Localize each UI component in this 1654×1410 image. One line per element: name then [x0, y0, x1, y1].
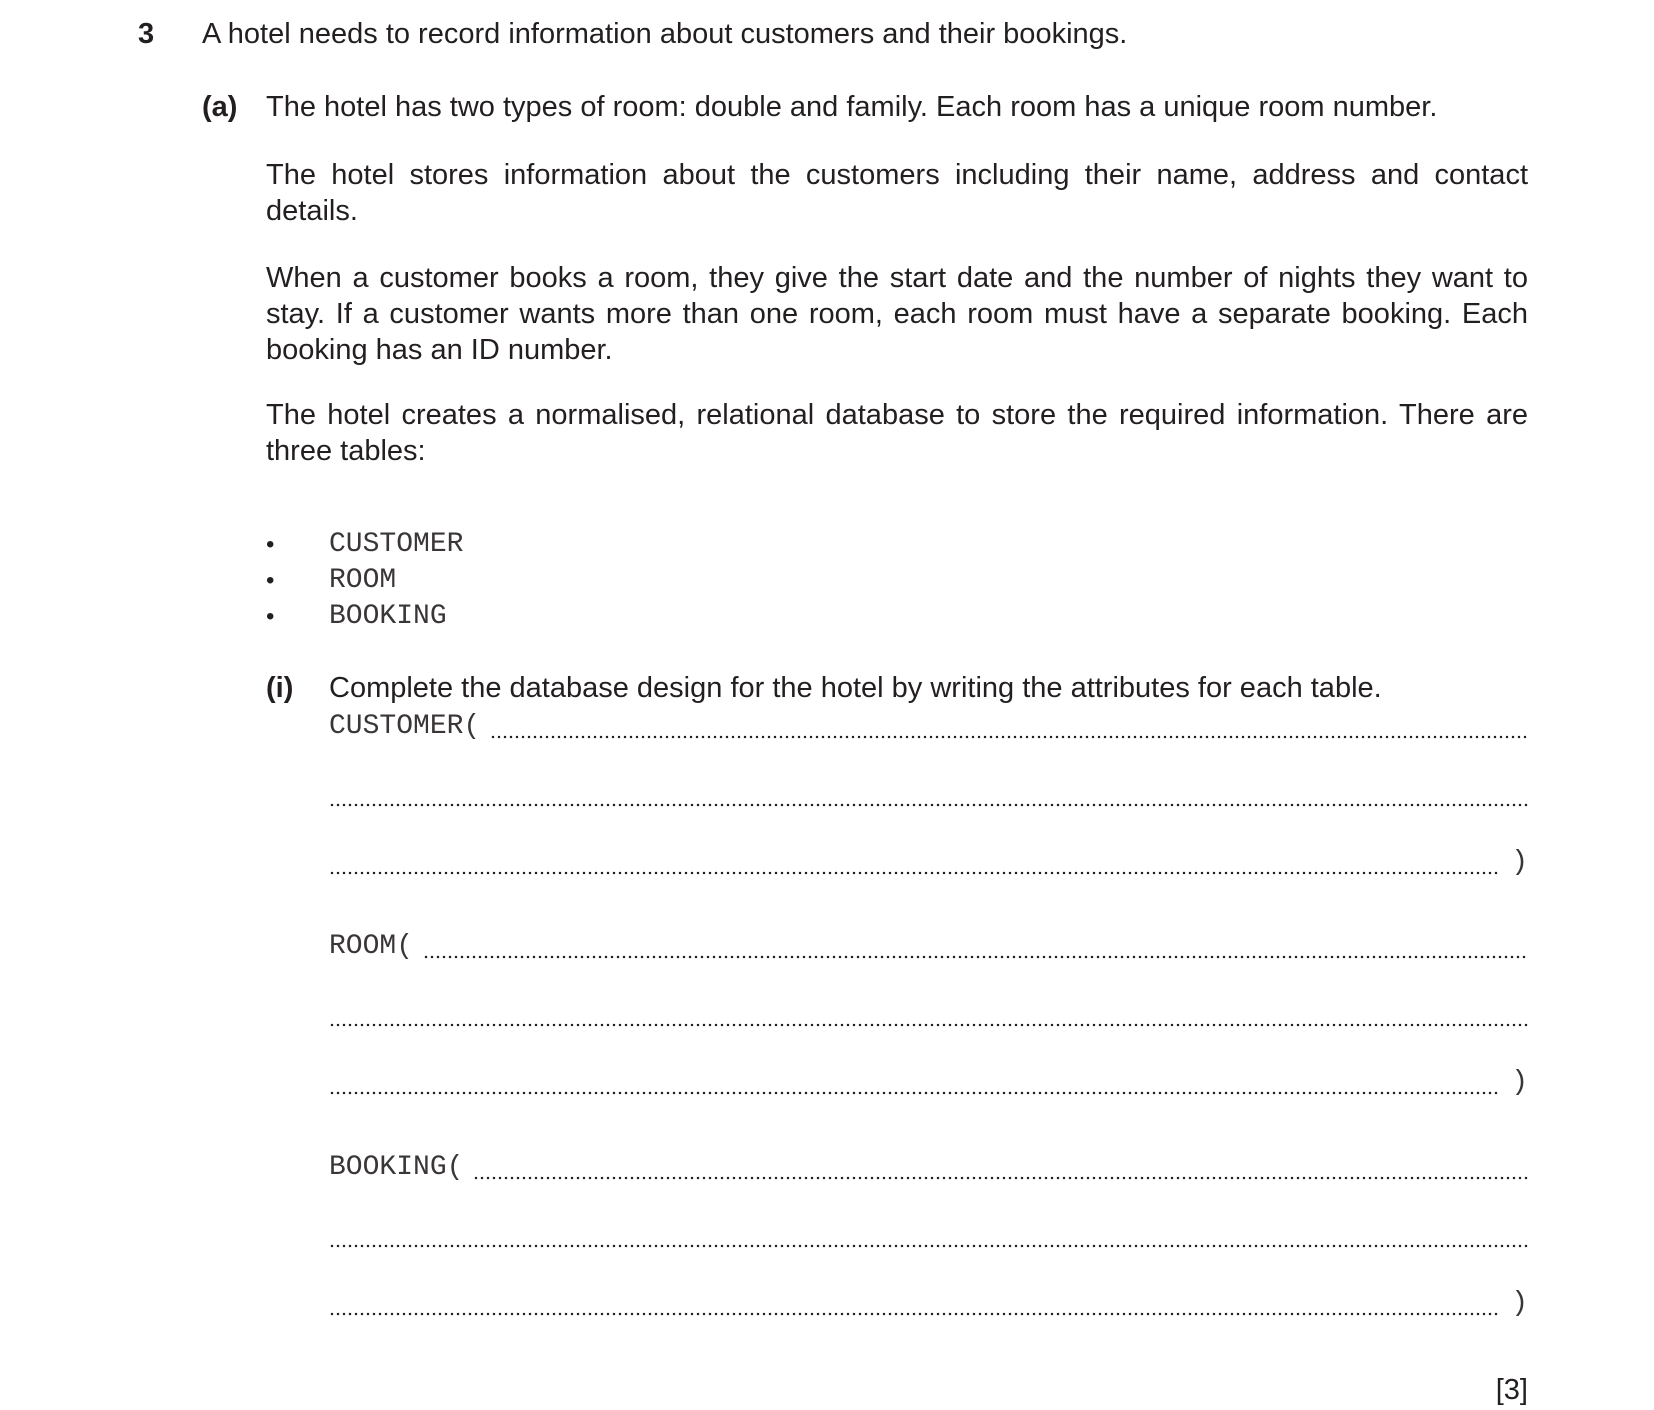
booking-table-label: BOOKING( — [329, 1152, 464, 1183]
customer-answer-line-1[interactable] — [329, 709, 1528, 745]
answer-dotted-line[interactable] — [423, 955, 1528, 959]
answer-dotted-line[interactable] — [329, 1091, 1499, 1095]
paragraph-database-info: The hotel creates a normalised, relational database to store the required information. There are three tables: — [266, 399, 1528, 467]
bullet-icon: • — [266, 567, 275, 594]
room-table-label: ROOM( — [329, 931, 414, 962]
part-i-instruction: Complete the database design for the hotel by writing the attributes for each table. — [329, 672, 1382, 704]
table-name-customer: CUSTOMER — [329, 529, 464, 560]
close-paren: ) — [1511, 847, 1528, 878]
marks-allocation: [3] — [1495, 1374, 1528, 1406]
answer-dotted-line[interactable] — [329, 1023, 1528, 1027]
close-paren: ) — [1511, 1067, 1528, 1098]
booking-answer-line-3[interactable] — [329, 1286, 1528, 1322]
customer-table-label: CUSTOMER( — [329, 711, 481, 742]
room-answer-line-3[interactable] — [329, 1065, 1528, 1101]
answer-dotted-line[interactable] — [329, 1312, 1499, 1316]
booking-answer-line-2[interactable] — [329, 1218, 1528, 1254]
answer-dotted-line[interactable] — [329, 803, 1528, 807]
paragraph-booking-info: When a customer books a room, they give the start date and the number of nights they want to stay. If a customer wants more than one room, each room must have a separate booking. Each booking has an ID number. — [266, 262, 1528, 366]
customer-answer-line-3[interactable] — [329, 845, 1528, 881]
question-number: 3 — [138, 18, 155, 50]
customer-answer-line-2[interactable] — [329, 777, 1528, 813]
bullet-icon: • — [266, 531, 275, 558]
room-answer-line-2[interactable] — [329, 997, 1528, 1033]
paragraph-room-types: The hotel has two types of room: double and family. Each room has a unique room number. — [266, 91, 1438, 123]
answer-dotted-line[interactable] — [473, 1176, 1528, 1180]
table-name-room: ROOM — [329, 565, 397, 596]
answer-dotted-line[interactable] — [490, 735, 1528, 739]
part-a-label: (a) — [202, 91, 238, 123]
room-answer-line-1[interactable] — [329, 929, 1528, 965]
paragraph-customer-info: The hotel stores information about the customers including their name, address and contact details. — [266, 159, 1528, 227]
answer-dotted-line[interactable] — [329, 1244, 1528, 1248]
answer-dotted-line[interactable] — [329, 871, 1499, 875]
close-paren: ) — [1511, 1288, 1528, 1319]
table-name-booking: BOOKING — [329, 601, 447, 632]
bullet-icon: • — [266, 603, 275, 630]
question-intro: A hotel needs to record information about customers and their bookings. — [202, 18, 1128, 50]
part-i-label: (i) — [266, 672, 294, 704]
booking-answer-line-1[interactable] — [329, 1150, 1528, 1186]
